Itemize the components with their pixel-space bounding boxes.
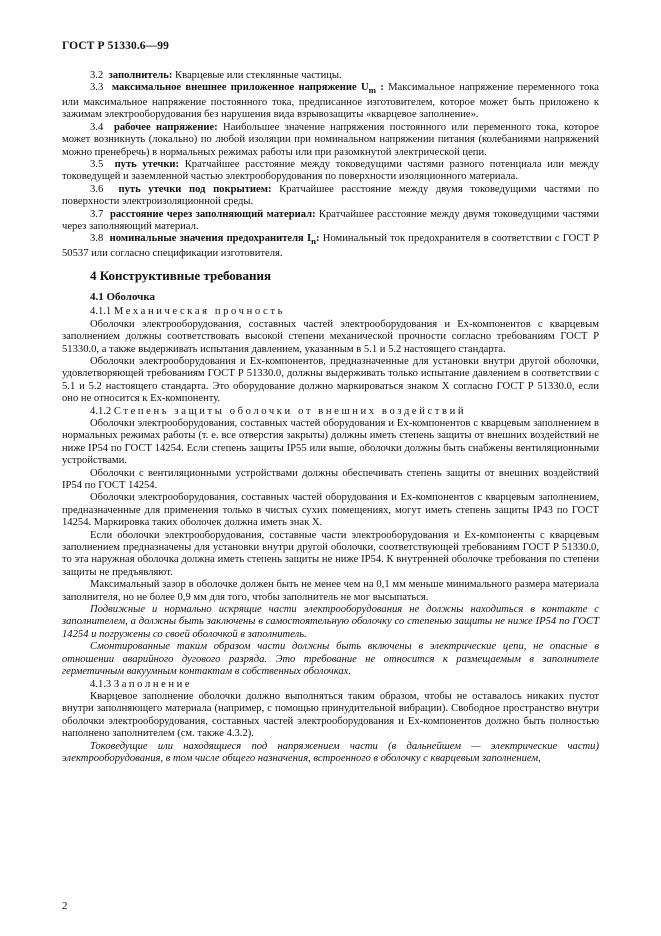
def-colon: : <box>380 82 384 94</box>
subsection-4-1-heading: 4.1 Оболочка <box>90 291 156 304</box>
def-number: 3.5 <box>90 158 104 170</box>
definition-3-2 <box>62 70 599 82</box>
definition-3-8 <box>62 233 599 260</box>
def-text: Кратчайшее расстояние между двумя токоведущими частями через заполняющий материал. <box>62 208 599 232</box>
document-body <box>62 70 599 765</box>
definition-3-4 <box>62 122 599 159</box>
def-term: расстояние через заполняющий материал: <box>109 208 316 220</box>
paragraph: Оболочки электрооборудования, составных частей оборудования и Ex-компонентов с кварцевым заполнением в нормальных режимах работы (т. е. все отверстия закрыты) должны иметь степень защиты от внешних воздействий не ниже IP54 по ГОСТ 14254. Если степень защиты IP55 или выше, оболочки должны быть снабжены вентиляционными устройствами. <box>62 417 599 467</box>
def-term <box>109 233 320 247</box>
paragraph: Если оболочки электрооборудования, составные части электрооборудования и Ex-компоненты с кварцевым заполнением предназначены для установки внутри другой оболочки, соответствующей требованиям ГОСТ Р 51330.0, то эта наружная оболочка должна иметь степень защиты не ниже IP54. К внутренней оболочке требования по степени защиты не предъявляют. <box>62 529 599 578</box>
def-number: 3.6 <box>90 183 104 195</box>
subsection-title: Степень защиты оболочки от внешних воздействий <box>113 405 467 417</box>
def-number: 3.3 <box>90 82 104 94</box>
def-number: 3.8 <box>90 233 104 245</box>
def-term-subscript: n <box>311 236 317 247</box>
def-text: Кварцевые или стеклянные частицы. <box>175 70 342 81</box>
subsection-4-1-3-heading <box>62 679 599 691</box>
def-term: путь утечки под покрытием: <box>118 183 272 195</box>
subsection-title: Механическая прочность <box>113 306 285 318</box>
def-text: Наибольшее значение напряжения постоянного или переменного тока, которое может возникнуть (локально) по любой изоляции при номинальном напряжении питания (колебаниями напряжений можно пренебречь) в нормальных режимах работы или при разомкнутой электрической цепи. <box>62 121 599 158</box>
definition-3-7 <box>62 209 599 234</box>
def-term-text: максимальное внешнее приложенное напряжение U <box>111 82 369 94</box>
definition-3-5 <box>62 159 599 184</box>
def-term-text: номинальные значения предохранителя I <box>109 233 312 245</box>
paragraph: Кварцевое заполнение оболочки должно выполняться таким образом, чтобы не оставалось никаких пустот внутри заполняющего материала (например, с помощью принудительной вибрации). Свободное пространство внутри оболочки электрооборудования, составных частей электрооборудования и Ex-компонентов должно быть полностью наполнено заполнителем (см. также 4.3.2). <box>62 690 599 740</box>
italic-paragraph: Смонтированные таким образом части должны быть включены в электрические цепи, не опасные в отношении аварийного дугового разряда. Это требование не относится к размещаемым в заполнителе герметичным вакуумным контактам в собственных оболочках. <box>62 641 599 678</box>
paragraph: Оболочки электрооборудования, составных частей оборудования и Ex-компонентов с кварцевым заполнением, предназначенные для применения только в чистых сухих помещениях, могут иметь степень защиты IP43 по ГОСТ 14254. Маркировка таких оболочек должна иметь знак X. <box>62 492 599 529</box>
def-text: Номинальный ток предохранителя в соответствии с ГОСТ Р 50537 или согласно спецификации изготовителя. <box>62 233 600 259</box>
document-header: ГОСТ Р 51330.6—99 <box>62 40 169 52</box>
subsection-title: Заполнение <box>113 678 193 690</box>
def-term: путь утечки: <box>114 158 180 170</box>
def-colon: : <box>316 233 320 245</box>
def-text: Максимальное напряжение переменного тока или максимальное напряжение постоянного тока, предписанное изготовителем, которое может быть приложено к зажимам электрооборудования без нарушения вида взрывозащиты «кварцевое заполнение». <box>62 82 600 121</box>
paragraph: Оболочки электрооборудования, составных частей электрооборудования и Ex-компонентов с кварцевым заполнением должны соответствовать высокой степени механической прочности согласно требованиям ГОСТ Р 51330.0, а также выдерживать испытания давлением, указанным в 5.1 и 5.2 настоящего стандарта. <box>62 318 599 355</box>
def-number: 3.2 <box>90 70 104 81</box>
def-term: рабочее напряжение: <box>113 121 218 133</box>
paragraph: Максимальный зазор в оболочке должен быть не менее чем на 0,1 мм меньше минимального размера материала заполнителя, но не более 0,9 мм для того, чтобы заполнитель не мог высыпаться. <box>62 579 599 603</box>
paragraph: Оболочки с вентиляционными устройствами должны обеспечивать степень защиты от внешних воздействий IP54 по ГОСТ 14254. <box>62 467 599 491</box>
definition-3-3 <box>62 82 599 121</box>
def-number: 3.7 <box>90 208 104 220</box>
def-term <box>111 82 384 96</box>
def-number: 3.4 <box>90 121 104 133</box>
page-number: 2 <box>62 900 68 912</box>
subsection-4-1-1-heading <box>62 306 599 318</box>
section-4-heading: 4 Конструктивные требования <box>90 268 272 284</box>
subsection-number: 4.1.1 <box>90 306 112 318</box>
italic-paragraph: Подвижные и нормально искрящие части электрооборудования не должны находиться в контакте с заполнителем, а должны быть заключены в самостоятельную оболочку со степенью защиты не ниже IP54 по ГОСТ 14254 и погружены со своей оболочкой в заполнитель. <box>62 604 599 640</box>
def-text: Кратчайшее расстояние между двумя токоведущими частями по поверхности электроизоляционной среды. <box>62 183 599 208</box>
def-term-subscript: m <box>368 85 376 96</box>
definition-3-6 <box>62 184 599 209</box>
subsection-number: 4.1.2 <box>90 405 112 417</box>
subsection-number: 4.1.3 <box>90 678 112 690</box>
subsection-4-1-2-heading <box>62 406 599 418</box>
paragraph: Оболочки электрооборудования и Ex-компонентов, предназначенные для установки внутри другой оболочки, удовлетворяющей требованиям ГОСТ Р 51330.0, должны выдерживать только испытание давлением в соответствии с 5.1 и 5.2 настоящего стандарта. Это оборудование должно маркироваться знаком X согласно ГОСТ Р 51330.0, если оно не относится к Ex-компоненту. <box>62 355 599 405</box>
italic-paragraph: Токоведущие или находящиеся под напряжением части (в дальнейшем — электрические части) электрооборудования, в том числе общего назначения, встроенного в оболочку с кварцевым заполнением, <box>62 740 599 764</box>
def-text: Кратчайшее расстояние между токоведущими частями разного потенциала или между токоведущей и заземленной частью электрооборудования по поверхности изоляционного материала. <box>62 158 600 183</box>
def-term: заполнитель: <box>108 70 173 81</box>
